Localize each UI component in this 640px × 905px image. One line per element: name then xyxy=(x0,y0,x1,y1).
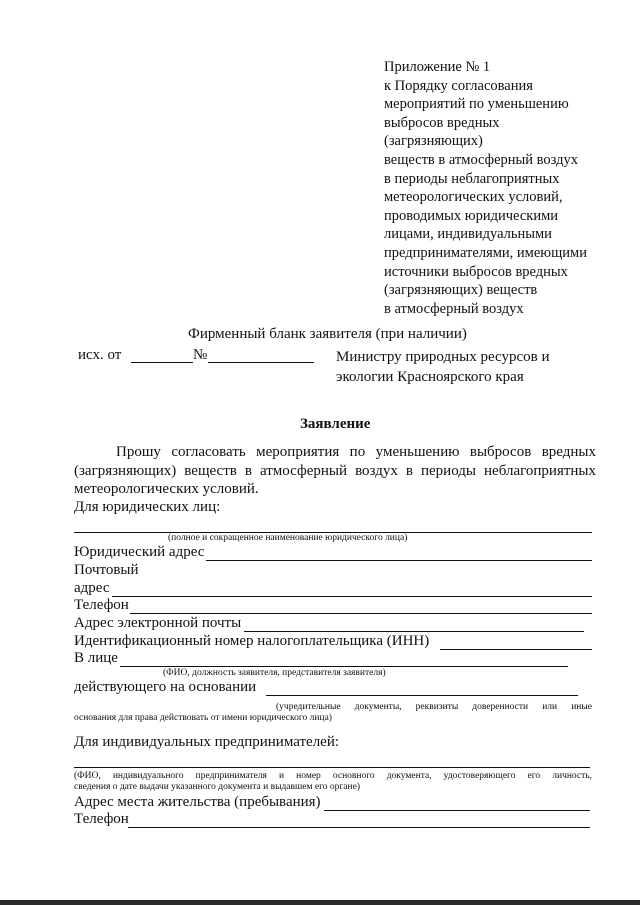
legal-heading: Для юридических лиц: xyxy=(74,499,221,515)
legal-name-note: (полное и сокращенное наименование юридического лица) xyxy=(168,533,408,543)
legal-address-field[interactable] xyxy=(206,560,592,561)
representative-field[interactable] xyxy=(120,666,568,667)
legal-address-label: Юридический адрес xyxy=(74,544,205,560)
postal-address-field[interactable] xyxy=(112,596,592,597)
postal-address-label: адрес xyxy=(74,580,110,596)
appendix-line: Приложение № 1 xyxy=(384,59,491,75)
basis-note: основания для права действовать от имени юридического лица) xyxy=(74,713,332,723)
appendix-line: веществ в атмосферный воздух xyxy=(384,151,578,168)
appendix-line: лицами, индивидуальными xyxy=(384,226,552,243)
representative-label: В лице xyxy=(74,650,118,666)
addressee-line: Министру природных ресурсов и xyxy=(336,349,550,365)
individual-field[interactable] xyxy=(74,767,590,768)
basis-field[interactable] xyxy=(266,695,578,696)
appendix-line: выбросов вредных xyxy=(384,114,500,131)
appendix-line: (загрязняющих) xyxy=(384,133,483,150)
letterhead-note: Фирменный бланк заявителя (при наличии) xyxy=(188,326,467,342)
appendix-line: к Порядку согласования xyxy=(384,77,533,94)
legal-phone-field[interactable] xyxy=(130,613,592,614)
basis-note: (учредительные документы, реквизиты доверенности или иные xyxy=(276,702,592,712)
scan-edge xyxy=(0,900,640,905)
addressee-line: экологии Красноярского края xyxy=(336,369,524,385)
residence-label: Адрес места жительства (пребывания) xyxy=(74,794,321,810)
date-field[interactable] xyxy=(131,362,193,363)
inn-field[interactable] xyxy=(440,649,592,650)
body-line: (загрязняющих) веществ в атмосферный воздух в периоды неблагоприятных xyxy=(74,463,596,479)
appendix-line: в атмосферный воздух xyxy=(384,300,524,317)
appendix-line: источники выбросов вредных xyxy=(384,263,568,280)
number-field[interactable] xyxy=(208,362,314,363)
individual-note: сведения о дате выдачи указанного документа и выдавшем его органе) xyxy=(74,782,360,792)
inn-label: Идентификационный номер налогоплательщика (ИНН) xyxy=(74,633,430,649)
appendix-line: в периоды неблагоприятных xyxy=(384,170,560,187)
document-title: Заявление xyxy=(300,416,371,432)
individual-note: (ФИО, индивидуального предпринимателя и номер основного документа, удостоверяющего его личность, xyxy=(74,771,592,781)
individual-heading: Для индивидуальных предпринимателей: xyxy=(74,734,340,750)
appendix-line: метеорологических условий, xyxy=(384,189,563,206)
outgoing-prefix: исх. от xyxy=(78,347,122,363)
number-sign: № xyxy=(193,347,208,363)
appendix-line: (загрязняющих) веществ xyxy=(384,282,538,299)
email-field[interactable] xyxy=(244,631,584,632)
body-line: метеорологических условий. xyxy=(74,481,259,497)
individual-phone-label: Телефон xyxy=(74,811,129,827)
legal-phone-label: Телефон xyxy=(74,597,129,613)
residence-field[interactable] xyxy=(324,810,590,811)
appendix-block xyxy=(384,58,587,318)
appendix-line: проводимых юридическими xyxy=(384,207,559,224)
email-label: Адрес электронной почты xyxy=(74,615,242,631)
appendix-line: предпринимателями, имеющими xyxy=(384,244,587,261)
appendix-line: мероприятий по уменьшению xyxy=(384,96,569,113)
basis-label: действующего на основании xyxy=(74,679,257,695)
body-line: Прошу согласовать мероприятия по уменьшению выбросов вредных xyxy=(116,444,596,460)
individual-phone-field[interactable] xyxy=(128,827,590,828)
postal-address-label: Почтовый xyxy=(74,562,139,578)
representative-note: (ФИО, должность заявителя, представителя заявителя) xyxy=(163,668,386,678)
